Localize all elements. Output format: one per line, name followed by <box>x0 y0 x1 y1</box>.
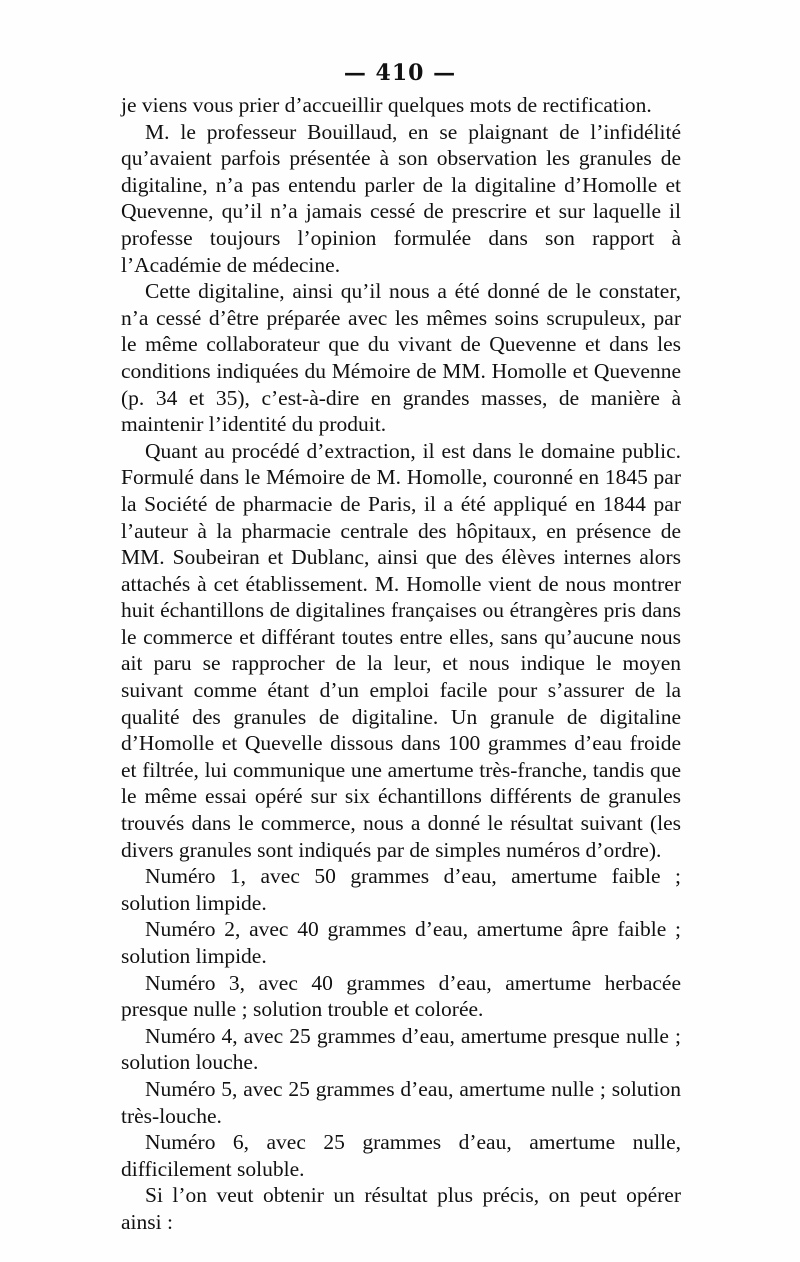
page-body <box>121 92 681 1236</box>
paragraph-numero-6: Numéro 6, avec 25 grammes d’eau, amertume nulle, difficilement soluble. <box>121 1130 681 1181</box>
paragraph-numero-5: Numéro 5, avec 25 grammes d’eau, amertume nulle ; solution très-louche. <box>121 1076 681 1128</box>
paragraph-numero-1: Numéro 1, avec 50 grammes d’eau, amertume faible ; solution limpide. <box>121 864 681 915</box>
paragraph-numero-2: Numéro 2, avec 40 grammes d’eau, amertume âpre faible ; solution limpide. <box>121 917 681 968</box>
paragraph-conclusion: Si l’on veut obtenir un résultat plus précis, on peut opérer ainsi : <box>121 1183 681 1234</box>
paragraph-digitaline: Cette digitaline, ainsi qu’il nous a été donné de le constater, n’a cessé d’être préparée avec les mêmes soins scrupuleux, par le même collaborateur que du vivant de Quevenne et dans les conditions indiquées du Mémoire de MM. Homolle et Quevenne (p. 34 et 35), c’est-à-dire en grandes masses, de manière à maintenir l’identité du produit. <box>121 279 681 437</box>
paragraph-continuation: je viens vous prier d’accueillir quelques mots de rectification. <box>121 93 652 117</box>
paragraph-bouillaud: M. le professeur Bouillaud, en se plaignant de l’infidélité qu’avaient parfois présentée à son observation les granules de digitaline, n’a pas entendu parler de la digitaline d’Homolle et Quevenne, qu’il n’a jamais cessé de prescrire et sur laquelle il professe toujours l’opinion formulée dans son rapport à l’Académie de médecine. <box>121 119 681 277</box>
paragraph-numero-4: Numéro 4, avec 25 grammes d’eau, amertume presque nulle ; solution louche. <box>121 1023 681 1075</box>
paragraph-extraction: Quant au procédé d’extraction, il est dans le domaine public. Formulé dans le Mémoire de M. Homolle, couronné en 1845 par la Société de pharmacie de Paris, il a été appliqué en 1844 par l’auteur à la pharmacie centrale des hôpitaux, en présence de MM. Soubeiran et Dublanc, ainsi que des élèves internes alors attachés à cet établissement. M. Homolle vient de nous montrer huit échantillons de digitalines françaises ou étrangères pris dans le commerce et différant toutes entre elles, sans qu’aucune nous ait paru se rapprocher de la leur, et nous indique le moyen suivant comme étant d’un emploi facile pour s’assurer de la qualité des granules de digitaline. Un granule de digitaline d’Homolle et Quevelle dissous dans 100 grammes d’eau froide et filtrée, lui communique une amertume très-franche, tandis que le même essai opéré sur six échantillons différents de granules trouvés dans le commerce, nous a donné le résultat suivant (les divers granules sont indiqués par de simples numéros d’ordre). <box>121 438 681 862</box>
paragraph-numero-3: Numéro 3, avec 40 grammes d’eau, amertume herbacée presque nulle ; solution trouble et colorée. <box>121 970 681 1022</box>
page-number: — 410 — <box>343 60 457 86</box>
